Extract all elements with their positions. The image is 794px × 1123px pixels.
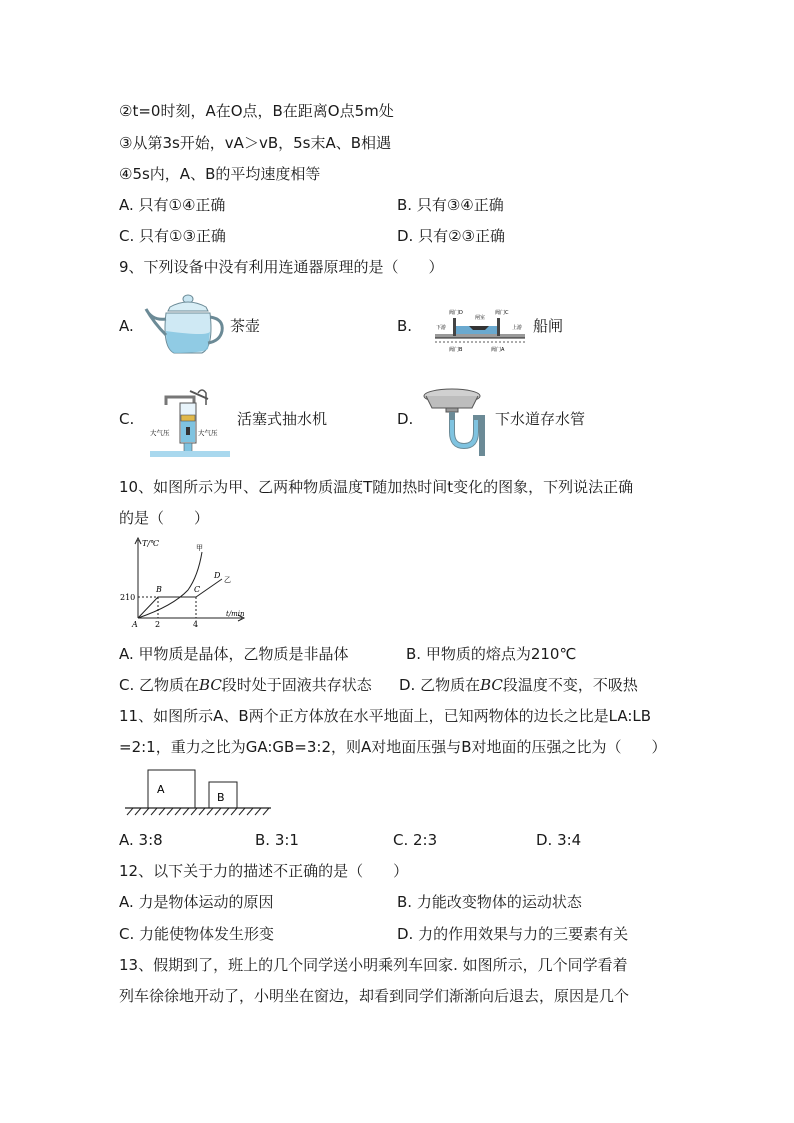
graph-point-c-label: C: [194, 585, 201, 594]
q11-option-b: B. 3:1: [255, 831, 299, 849]
q10-option-d-pre: D. 乙物质在: [399, 676, 481, 694]
q8-option-c: C. 只有①③正确: [119, 227, 226, 245]
q13-line2: 列车徐徐地开动了，小明坐在窗边，却看到同学们渐渐向后退去，原因是几个: [119, 987, 630, 1005]
ship-lock-figure: [435, 308, 525, 354]
lock-label-downstream: 下游: [436, 325, 447, 331]
q10-option-c: [119, 675, 372, 695]
q11-stem-line2: =2:1，重力之比为GA:GB=3:2，则A对地面压强与B对地面的压强之比为（ ）: [119, 738, 667, 756]
q8-statement-4: ④5s内，A、B的平均速度相等: [119, 165, 321, 183]
q12-option-b: B. 力能改变物体的运动状态: [397, 893, 582, 911]
q10-option-a: A. 甲物质是晶体，乙物质是非晶体: [119, 645, 349, 663]
lock-label-valve-a: 阀门A: [491, 347, 505, 353]
graph-x-tick-4: 4: [193, 620, 199, 628]
graph-y-tick-210: 210: [120, 593, 136, 602]
q8-option-d: D. 只有②③正确: [397, 227, 505, 245]
graph-curve-yi-label: 乙: [224, 576, 231, 584]
q10-stem-line1: 10、如图所示为甲、乙两种物质温度T随加热时间t变化的图象，下列说法正确: [119, 478, 634, 496]
q12-option-d: D. 力的作用效果与力的三要素有关: [397, 925, 629, 943]
cube-a-label: A: [157, 783, 165, 796]
graph-point-b-label: B: [156, 585, 162, 594]
q9-option-d-letter: D.: [397, 410, 414, 428]
graph-point-d-label: D: [214, 571, 221, 580]
q9-option-a-letter: A.: [119, 317, 134, 335]
q11-option-d: D. 3:4: [536, 831, 582, 849]
graph-point-a-label: A: [132, 620, 138, 628]
q9-option-c-text: 活塞式抽水机: [237, 410, 328, 428]
graph-curve-jia-label: 甲: [196, 544, 203, 552]
q10-option-c-post: 段时处于固液共存状态: [221, 676, 372, 694]
lock-label-upstream: 上游: [512, 325, 523, 331]
pump-label-left: 大气压: [150, 429, 170, 437]
q10-stem-line2: 的是（ ）: [119, 509, 210, 527]
graph-x-axis-label: t/min: [226, 610, 245, 618]
q11-stem-line1: 11、如图所示A、B两个正方体放在水平地面上，已知两物体的边长之比是LA:LB: [119, 707, 652, 725]
q9-option-c-letter: C.: [119, 410, 135, 428]
q8-statement-3: ③从第3s开始，vA＞vB，5s末A、B相遇: [119, 134, 392, 152]
graph-y-axis-label: T/℃: [142, 539, 159, 548]
temperature-time-graph: [118, 536, 253, 628]
q12-stem: 12、以下关于力的描述不正确的是（ ）: [119, 862, 409, 880]
q9-option-b-text: 船闸: [533, 317, 564, 335]
q9-option-b-letter: B.: [397, 317, 413, 335]
teapot-figure: [144, 293, 226, 357]
q8-option-a: A. 只有①④正确: [119, 196, 226, 214]
lock-label-sluice: 闸室: [475, 315, 486, 321]
q10-option-d-post: 段温度不变，不吸热: [502, 676, 638, 694]
cube-b-label: B: [217, 791, 225, 804]
q13-line1: 13、假期到了，班上的几个同学送小明乘列车回家. 如图所示，几个同学看着: [119, 956, 628, 974]
lock-label-valve-b: 阀门B: [449, 347, 463, 353]
q10-option-d: [399, 675, 638, 695]
q8-option-b: B. 只有③④正确: [397, 196, 504, 214]
q8-statement-2: ②t=0时刻，A在O点，B在距离O点5m处: [119, 102, 394, 120]
q11-option-a: A. 3:8: [119, 831, 163, 849]
drain-trap-figure: [420, 386, 490, 458]
q9-stem: 9、下列设备中没有利用连通器原理的是（ ）: [119, 258, 444, 276]
q11-option-c: C. 2:3: [393, 831, 438, 849]
q9-option-a-text: 茶壶: [230, 317, 261, 335]
pump-label-right: 大气压: [198, 429, 218, 437]
q10-option-b: B. 甲物质的熔点为210℃: [406, 645, 577, 663]
q9-option-d-text: 下水道存水管: [495, 410, 586, 428]
lock-label-gate-d: 阀门D: [449, 310, 463, 316]
lock-label-gate-c: 阀门C: [495, 310, 509, 316]
cubes-on-ground-figure: [123, 768, 273, 816]
q12-option-a: A. 力是物体运动的原因: [119, 893, 274, 911]
graph-x-tick-2: 2: [155, 620, 161, 628]
q10-option-c-segment: BC: [199, 676, 222, 694]
q10-option-c-pre: C. 乙物质在: [119, 676, 200, 694]
q10-option-d-segment: BC: [480, 676, 503, 694]
piston-pump-figure: [150, 385, 230, 457]
q12-option-c: C. 力能使物体发生形变: [119, 925, 275, 943]
